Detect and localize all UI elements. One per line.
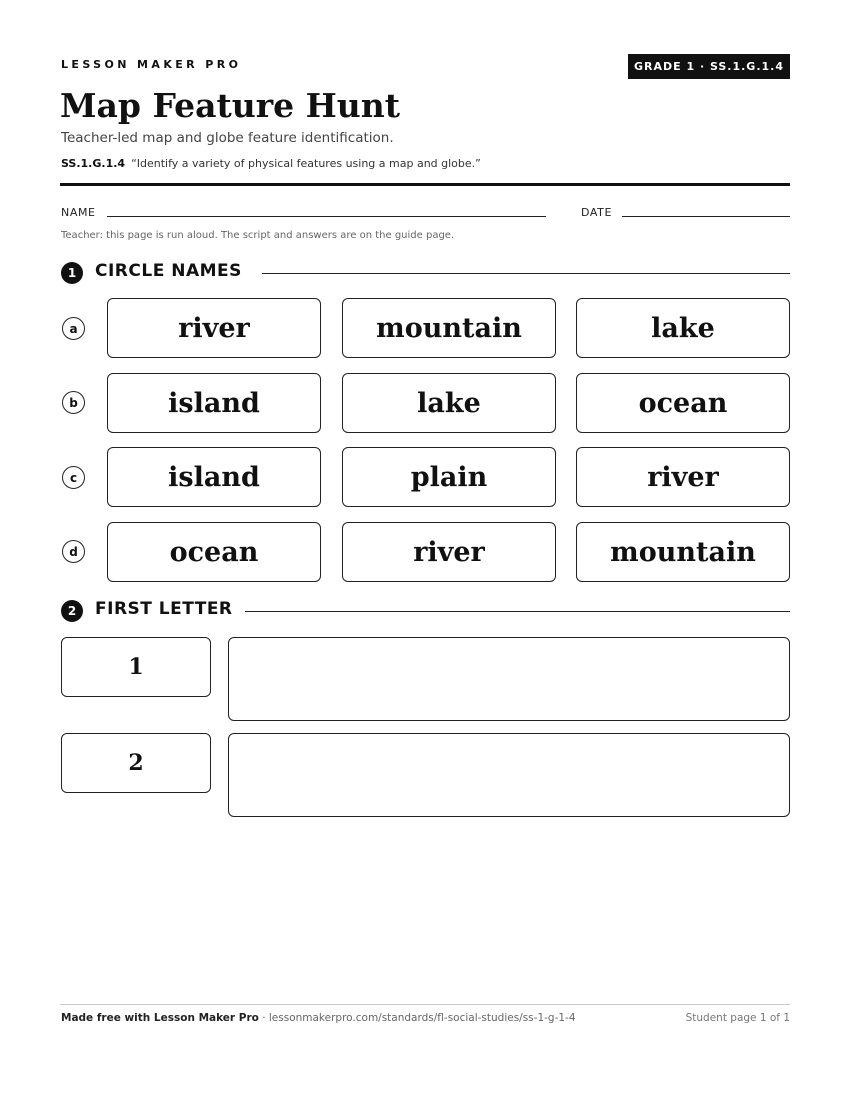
teacher-note: Teacher: this page is run aloud. The script and answers are on the guide page. <box>61 230 455 241</box>
footer-divider <box>60 1004 790 1005</box>
word-card[interactable]: island <box>107 447 321 507</box>
word-card[interactable]: ocean <box>107 522 321 582</box>
word-card[interactable]: mountain <box>576 522 790 582</box>
section-2-number: 2 <box>61 600 83 622</box>
section-1-rule <box>262 273 790 274</box>
item-1-answer-box[interactable] <box>228 637 790 721</box>
word-card[interactable]: mountain <box>342 298 556 358</box>
section-2-rule <box>245 611 790 612</box>
word-card[interactable]: island <box>107 373 321 433</box>
row-c-label: c <box>62 466 85 489</box>
word-card[interactable]: river <box>342 522 556 582</box>
item-2-answer-box[interactable] <box>228 733 790 817</box>
word-card[interactable]: river <box>107 298 321 358</box>
item-2-number: 2 <box>61 733 211 793</box>
page-subtitle: Teacher-led map and globe feature identification. <box>61 130 394 146</box>
row-a-label: a <box>62 317 85 340</box>
footer-credit <box>61 1012 576 1024</box>
word-card[interactable]: lake <box>342 373 556 433</box>
header-divider <box>60 183 790 186</box>
section-1-number: 1 <box>61 262 83 284</box>
word-card[interactable]: river <box>576 447 790 507</box>
page-title: Map Feature Hunt <box>60 86 400 125</box>
standard-text: “Identify a variety of physical features using a map and globe.” <box>131 157 481 170</box>
section-2-title: FIRST LETTER <box>95 599 233 619</box>
row-d-label: d <box>62 540 85 563</box>
date-field[interactable] <box>622 216 790 217</box>
name-field[interactable] <box>107 216 546 217</box>
section-1-title: CIRCLE NAMES <box>95 261 242 281</box>
footer-page-number: Student page 1 of 1 <box>685 1012 790 1024</box>
word-card[interactable]: lake <box>576 298 790 358</box>
word-card[interactable]: plain <box>342 447 556 507</box>
name-label: NAME <box>61 206 96 219</box>
word-card[interactable]: ocean <box>576 373 790 433</box>
footer-made-with: Made free with Lesson Maker Pro <box>61 1012 259 1024</box>
standard-line <box>61 157 481 170</box>
date-label: DATE <box>581 206 613 219</box>
footer-url-link[interactable]: lessonmakerpro.com/standards/fl-social-studies/ss-1-g-1-4 <box>268 1012 576 1024</box>
standard-code: SS.1.G.1.4 <box>61 157 126 170</box>
item-1-number: 1 <box>61 637 211 697</box>
footer-separator: · <box>258 1012 269 1024</box>
row-b-label: b <box>62 391 85 414</box>
grade-standard-badge: GRADE 1 · SS.1.G.1.4 <box>628 54 790 79</box>
brand-name: LESSON MAKER PRO <box>61 58 242 71</box>
